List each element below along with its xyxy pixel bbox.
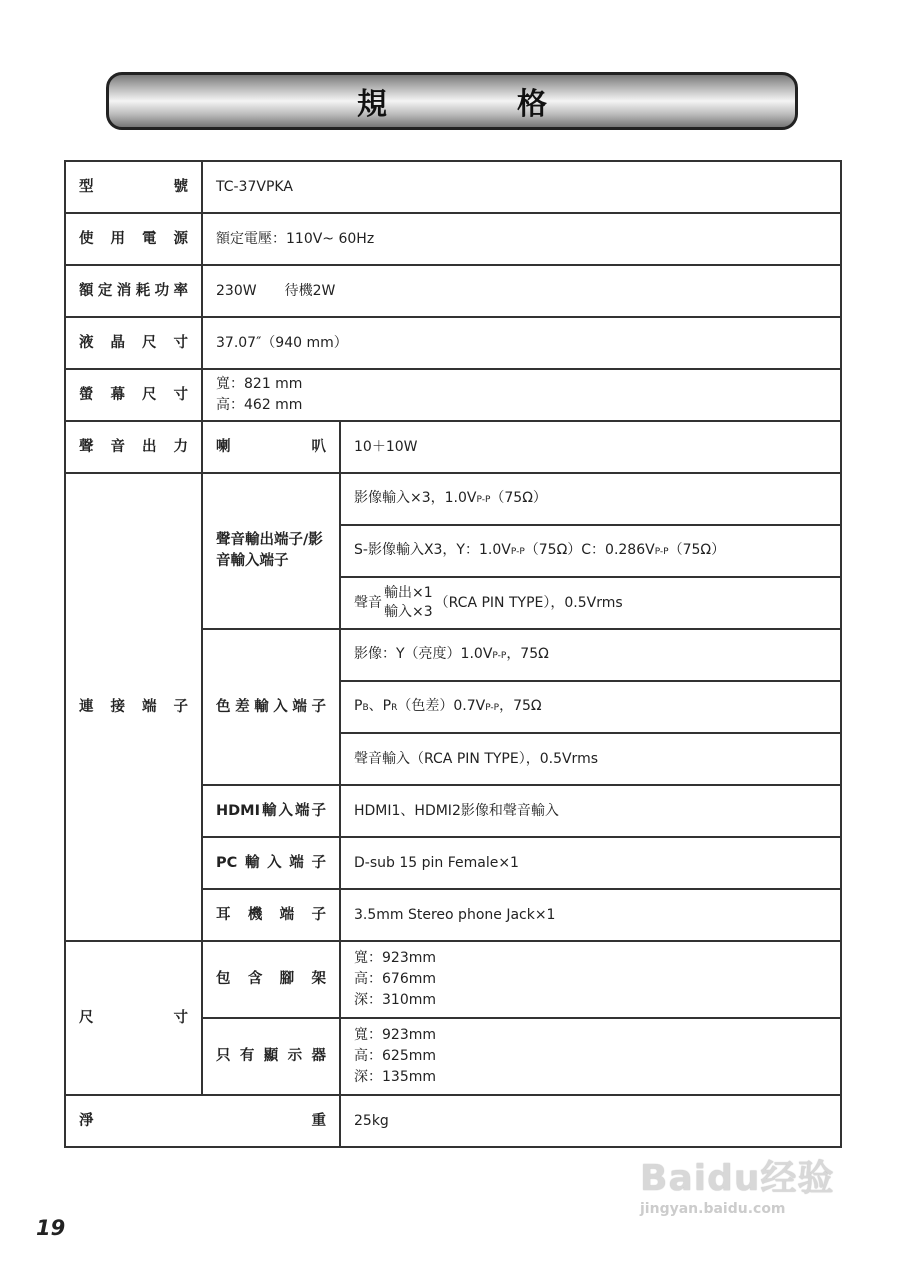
- hdmi-label: HDMI輸入端子: [202, 785, 340, 837]
- table-row: [65, 421, 841, 473]
- text: （RCA PIN TYPE），0.5Vrms: [434, 595, 623, 611]
- width: 寬：923mm: [354, 1027, 436, 1043]
- model-label: 型號: [65, 161, 202, 213]
- hdmi-value: HDMI1、HDMI2影像和聲音輸入: [340, 785, 841, 837]
- text: （75Ω）C：0.286V: [524, 541, 655, 558]
- text: S-影像輸入X3，Y：1.0V: [354, 541, 511, 558]
- depth: 深：310mm: [354, 992, 436, 1008]
- text: 影像輸入×3，1.0V: [354, 489, 477, 506]
- subscript: P-P: [510, 546, 525, 557]
- display-only-label: 只有顯示器: [202, 1018, 340, 1095]
- speaker-label: 喇叭: [202, 421, 340, 473]
- text: 影像：Y（亮度）1.0V: [354, 645, 493, 662]
- av-terminal-label: 聲音輸出端子/影音輸入端子: [202, 473, 340, 629]
- table-row: [65, 317, 841, 369]
- subscript: P-P: [492, 650, 507, 661]
- component-pbpr: [340, 681, 841, 733]
- video-input: [340, 473, 841, 525]
- model-value: TC-37VPKA: [202, 161, 841, 213]
- text: （色差）0.7V: [397, 697, 486, 714]
- subscript: R: [391, 702, 398, 713]
- screen-value: [202, 369, 841, 421]
- text: 、P: [368, 697, 392, 714]
- spec-table: [64, 160, 842, 1148]
- watermark-url: jingyan.baidu.com: [640, 1201, 786, 1217]
- table-row: [65, 473, 841, 525]
- table-row: [65, 213, 841, 265]
- consumption-label: 額定消耗功率: [65, 265, 202, 317]
- depth: 深：135mm: [354, 1069, 436, 1085]
- audio-out-value: 10＋10W: [340, 421, 841, 473]
- subscript: B: [362, 702, 369, 713]
- table-row: [65, 265, 841, 317]
- pc-value: D-sub 15 pin Female×1: [340, 837, 841, 889]
- width: 寬：923mm: [354, 950, 436, 966]
- audio-input: 輸入×3: [384, 604, 433, 620]
- component-y: [340, 629, 841, 681]
- audio-out-label: 聲音出力: [65, 421, 202, 473]
- screen-label: 螢幕尺寸: [65, 369, 202, 421]
- with-stand-label: 包含腳架: [202, 941, 340, 1018]
- watermark: [640, 1150, 834, 1217]
- connect-label: 連接端子: [65, 473, 202, 941]
- table-row: [65, 1095, 841, 1147]
- subscript: P-P: [485, 702, 500, 713]
- watermark-logo: Baidu经验: [640, 1158, 835, 1199]
- with-stand-value: [340, 941, 841, 1018]
- earphone-value: 3.5mm Stereo phone Jack×1: [340, 889, 841, 941]
- text: （75Ω）: [490, 489, 547, 506]
- svideo-input: [340, 525, 841, 577]
- screen-height: 高：462 mm: [216, 397, 303, 413]
- lcd-label: 液晶尺寸: [65, 317, 202, 369]
- text: ，75Ω: [499, 697, 542, 714]
- table-row: [65, 161, 841, 213]
- table-row: [65, 369, 841, 421]
- lcd-value: 37.07″（940 mm）: [202, 317, 841, 369]
- audio-output: 輸出×1: [384, 585, 433, 601]
- display-only-value: [340, 1018, 841, 1095]
- earphone-label: 耳機端子: [202, 889, 340, 941]
- height: 高：676mm: [354, 971, 436, 987]
- dimensions-label: 尺寸: [65, 941, 202, 1095]
- consumption-value: 230W 待機2W: [202, 265, 841, 317]
- page-title: 規格: [357, 87, 677, 122]
- text: （75Ω）: [668, 541, 726, 558]
- power-value: 額定電壓：110V~ 60Hz: [202, 213, 841, 265]
- weight-label: 淨重: [65, 1095, 340, 1147]
- audio-io: [340, 577, 841, 629]
- text: P: [354, 697, 363, 714]
- subscript: P-P: [654, 546, 669, 557]
- title-banner: [106, 72, 798, 130]
- text: ，75Ω: [506, 645, 549, 662]
- weight-value: 25kg: [340, 1095, 841, 1147]
- text: 聲音: [354, 595, 382, 611]
- height: 高：625mm: [354, 1048, 436, 1064]
- subscript: P-P: [476, 494, 491, 505]
- component-audio: 聲音輸入（RCA PIN TYPE），0.5Vrms: [340, 733, 841, 785]
- page-number: 19: [36, 1216, 66, 1240]
- table-row: [65, 941, 841, 1018]
- power-label: 使用電源: [65, 213, 202, 265]
- screen-width: 寬：821 mm: [216, 376, 303, 392]
- component-label: 色差輸入端子: [202, 629, 340, 785]
- pc-label: PC輸入端子: [202, 837, 340, 889]
